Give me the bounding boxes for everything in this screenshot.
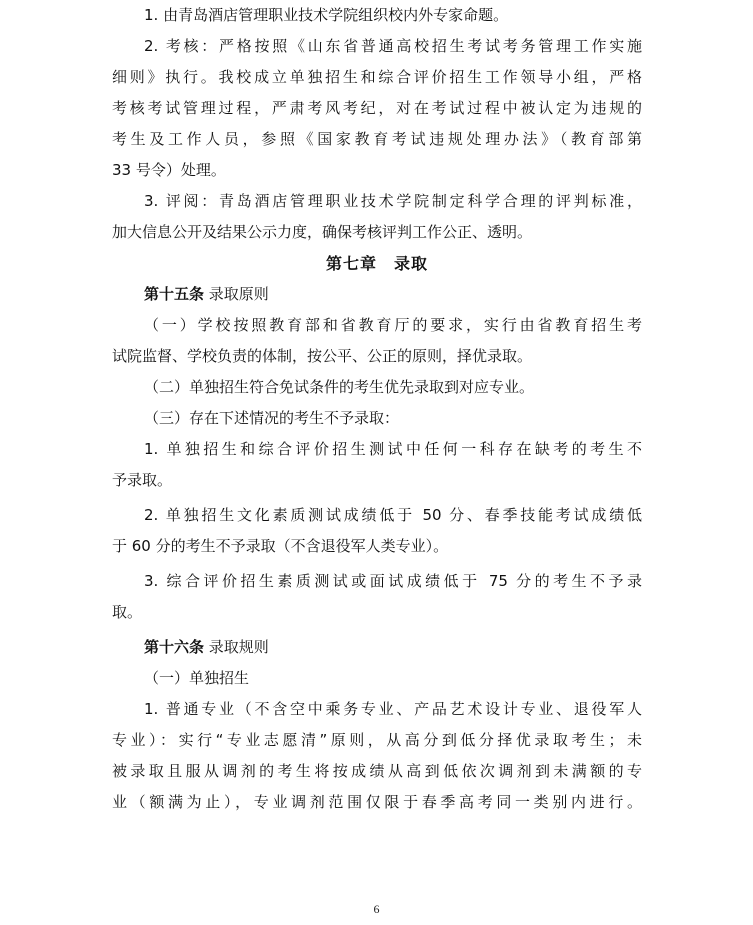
- page-content: [112, 0, 642, 818]
- paragraph-assessment-line: 考生及工作人员，参照《国家教育考试违规处理办法》（教育部第: [112, 130, 642, 148]
- paragraph-interview-line: 3. 综合评价招生素质测试或面试成绩低于 75 分的考生不予录: [144, 572, 642, 590]
- article-15-heading: [112, 279, 642, 310]
- paragraph-assessment-line: 考核考试管理过程，严肃考风考纪，对在考试过程中被认定为违规的: [112, 99, 642, 117]
- paragraph-score-line: 于 60 分的考生不予录取（不含退役军人类专业）。: [112, 537, 449, 555]
- paragraph-interview-line: 取。: [112, 603, 143, 621]
- chapter-heading: 第七章 录取: [325, 254, 428, 273]
- paragraph-grading-line: 加大信息公开及结果公示力度，确保考核评判工作公正、透明。: [112, 223, 533, 241]
- page-number: 6: [373, 902, 380, 916]
- article-number: 第十六条: [144, 638, 205, 656]
- paragraph-general-major-line: 专业）：实行“专业志愿清”原则，从高分到低分择优录取考生；未: [112, 731, 642, 749]
- paragraph-principle-line: 试院监督、学校负责的体制，按公平、公正的原则，择优录取。: [112, 347, 533, 365]
- paragraph-general-major-line: 业（额满为止），专业调剂范围仅限于春季高考同一类别内进行。: [112, 793, 642, 811]
- paragraph-general-major-line: 1. 普通专业（不含空中乘务专业、产品艺术设计专业、退役军人: [144, 700, 642, 718]
- article-name: 录取规则: [208, 638, 269, 656]
- paragraph-grading-line: 3. 评阅：青岛酒店管理职业技术学院制定科学合理的评判标准，: [144, 192, 642, 210]
- paragraph-assessment-line: 2. 考核：严格按照《山东省普通高校招生考试考务管理工作实施: [144, 37, 642, 55]
- paragraph-not-admitted: （三）存在下述情况的考生不予录取：: [144, 409, 400, 427]
- article-number: 第十五条: [144, 285, 205, 303]
- article-16-heading: [112, 632, 642, 663]
- article-name: 录取原则: [208, 285, 269, 303]
- paragraph-single-admission: （一）单独招生: [144, 669, 250, 687]
- paragraph-principle-line: （一）学校按照教育部和省教育厅的要求，实行由省教育招生考: [144, 316, 642, 334]
- paragraph-score-line: 2. 单独招生文化素质测试成绩低于 50 分、春季技能考试成绩低: [144, 506, 642, 524]
- paragraph-absence-line: 1. 单独招生和综合评价招生测试中任何一科存在缺考的考生不: [144, 440, 642, 458]
- paragraph-general-major-line: 被录取且服从调剂的考生将按成绩从高到低依次调剂到未满额的专: [112, 762, 642, 780]
- paragraph-assessment-line: 33 号令）处理。: [112, 161, 226, 179]
- paragraph-absence-line: 予录取。: [112, 471, 173, 489]
- paragraph-assessment-line: 细则》执行。我校成立单独招生和综合评价招生工作领导小组，严格: [112, 68, 642, 86]
- paragraph-exam-setting: 1. 由青岛酒店管理职业技术学院组织校内外专家命题。: [144, 6, 509, 24]
- paragraph-exempt: （二）单独招生符合免试条件的考生优先录取到对应专业。: [144, 378, 535, 396]
